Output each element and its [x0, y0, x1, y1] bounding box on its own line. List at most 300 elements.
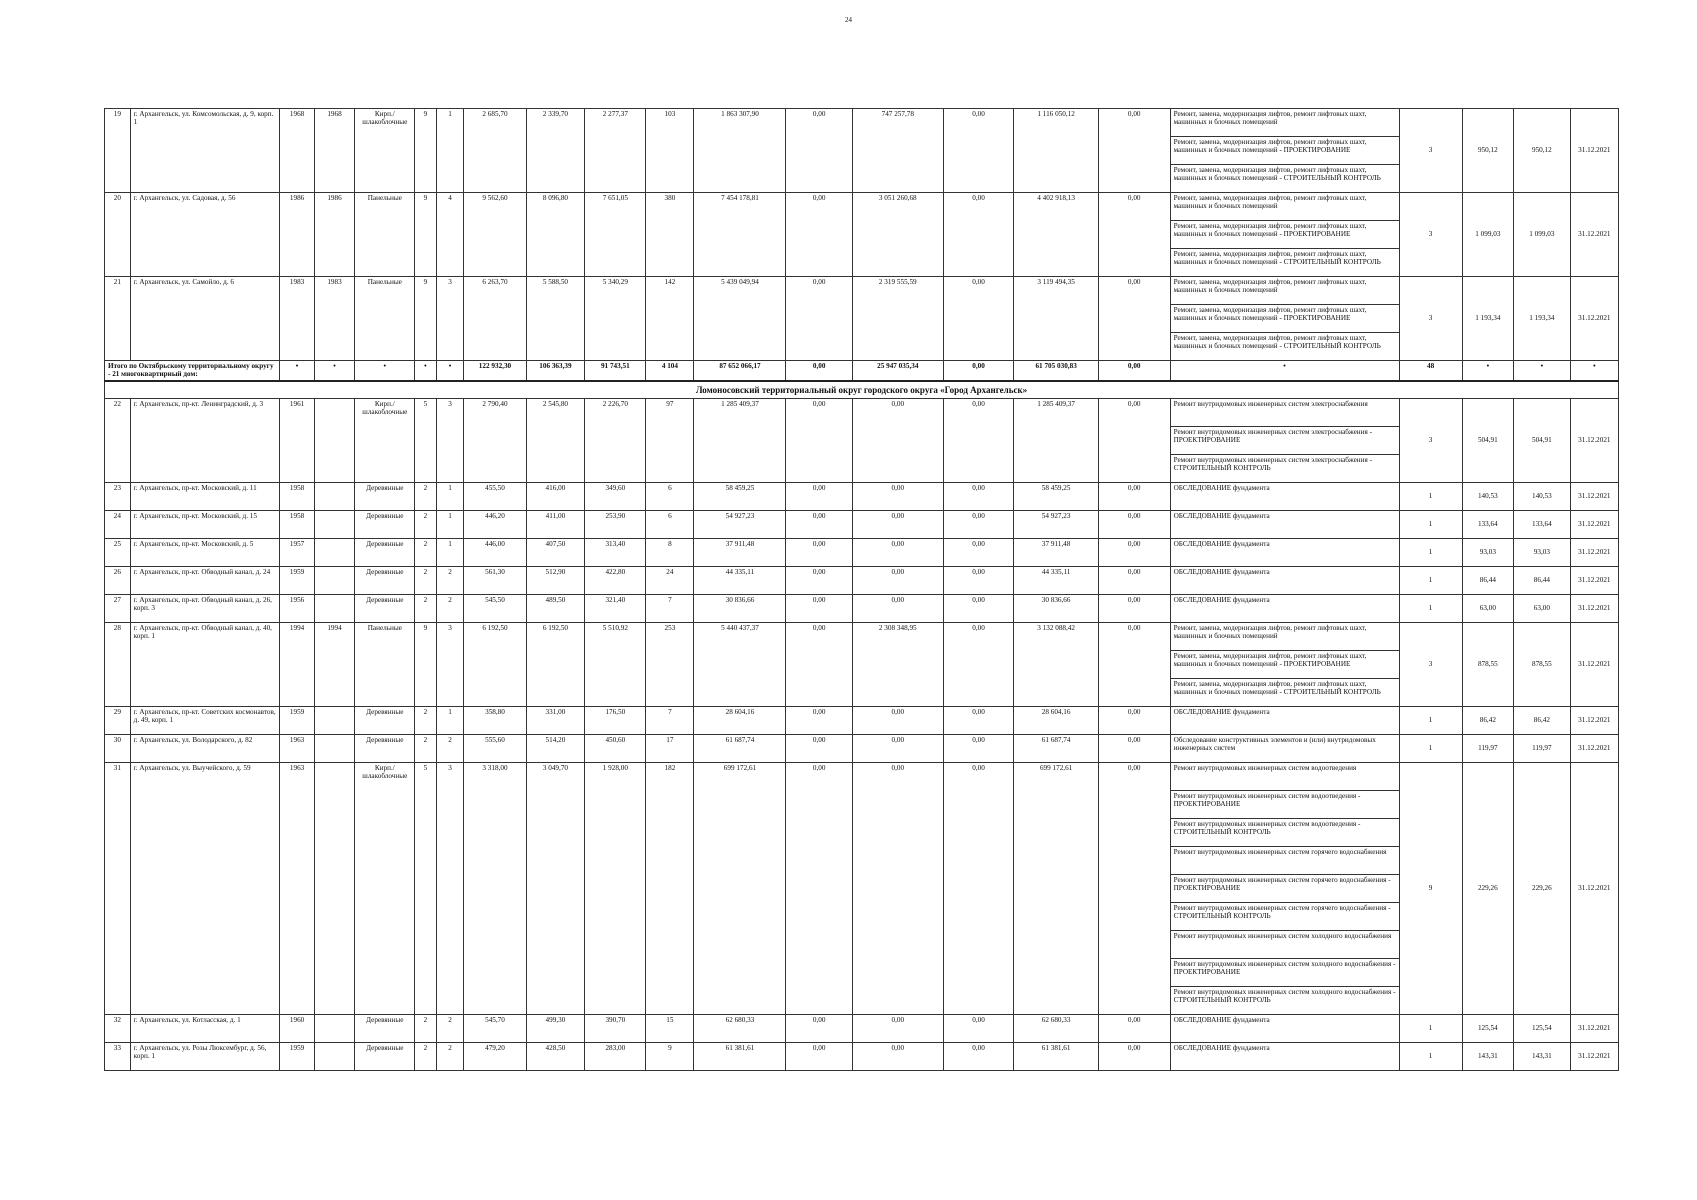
table-row [105, 538, 1619, 566]
year-commissioned: 1986 [314, 193, 355, 277]
works-count: 1 [1399, 510, 1462, 538]
deadline: 31.12.2021 [1570, 193, 1618, 277]
work-type: ОБСЛЕДОВАНИЕ фундамента [1170, 706, 1399, 734]
fund-other: 0,00 [1098, 538, 1170, 566]
floors: 2 [415, 510, 436, 538]
section-title: Ломоносовский территориальный округ городского округа «Город Архангельск» [105, 381, 1619, 399]
fund-federal: 0,00 [786, 510, 852, 538]
fund-owners: 28 604,16 [1014, 706, 1099, 734]
floors: 5 [415, 398, 436, 482]
year-commissioned [314, 594, 355, 622]
area-premises: 514,20 [526, 734, 585, 762]
total-row [105, 361, 1619, 381]
total-dot: • [1170, 361, 1399, 381]
area-premises: 2 545,80 [526, 398, 585, 482]
year-commissioned [314, 706, 355, 734]
unit-cost: 1 099,03 [1462, 193, 1513, 277]
residents: 24 [646, 566, 694, 594]
residents: 17 [646, 734, 694, 762]
unit-cost-limit: 1 193,34 [1514, 277, 1571, 361]
fund-federal: 0,00 [786, 734, 852, 762]
unit-cost-limit: 143,31 [1514, 1042, 1571, 1070]
works-count: 1 [1399, 566, 1462, 594]
works-count: 1 [1399, 482, 1462, 510]
year-built: 1958 [280, 510, 314, 538]
work-type: Ремонт, замена, модернизация лифтов, ремонт лифтовых шахт, машинных и блочных помещений [1170, 622, 1399, 650]
wall-material: Деревянные [355, 538, 415, 566]
fund-regional: 0,00 [852, 706, 943, 734]
address: г. Архангельск, ул. Володарского, д. 82 [130, 734, 280, 762]
year-built: 1986 [280, 193, 314, 277]
area-total: 6 263,70 [464, 277, 526, 361]
cost-total: 5 440 437,37 [694, 622, 786, 706]
unit-cost: 140,53 [1462, 482, 1513, 510]
fund-regional: 3 051 260,68 [852, 193, 943, 277]
residents: 9 [646, 1042, 694, 1070]
wall-material: Деревянные [355, 594, 415, 622]
fund-owners: 61 381,61 [1014, 1042, 1099, 1070]
unit-cost: 63,00 [1462, 594, 1513, 622]
floors: 2 [415, 482, 436, 510]
cost-total: 699 172,61 [694, 762, 786, 1014]
works-count: 3 [1399, 109, 1462, 193]
works-count: 1 [1399, 1014, 1462, 1042]
entrances: 1 [436, 510, 464, 538]
total-dot: • [436, 361, 464, 381]
unit-cost-limit: 63,00 [1514, 594, 1571, 622]
work-type: Ремонт, замена, модернизация лифтов, ремонт лифтовых шахт, машинных и блочных помещений - СТРОИТЕЛЬНЫЙ КОНТРОЛЬ [1170, 678, 1399, 706]
address: г. Архангельск, пр-кт. Московский, д. 5 [130, 538, 280, 566]
area-living: 313,40 [585, 538, 646, 566]
fund-other: 0,00 [1098, 762, 1170, 1014]
cost-total: 7 454 178,81 [694, 193, 786, 277]
entrances: 3 [436, 277, 464, 361]
fund-regional: 0,00 [852, 734, 943, 762]
entrances: 3 [436, 398, 464, 482]
row-number: 32 [105, 1014, 131, 1042]
area-living: 2 277,37 [585, 109, 646, 193]
fund-other: 0,00 [1098, 734, 1170, 762]
wall-material: Панельные [355, 277, 415, 361]
works-count: 1 [1399, 538, 1462, 566]
deadline: 31.12.2021 [1570, 510, 1618, 538]
cost-total: 37 911,48 [694, 538, 786, 566]
work-type: ОБСЛЕДОВАНИЕ фундамента [1170, 1042, 1399, 1070]
area-premises: 6 192,50 [526, 622, 585, 706]
fund-regional: 747 257,78 [852, 109, 943, 193]
unit-cost-limit: 878,55 [1514, 622, 1571, 706]
floors: 9 [415, 622, 436, 706]
works-count: 3 [1399, 398, 1462, 482]
fund-federal: 0,00 [786, 109, 852, 193]
table-row [105, 622, 1619, 650]
work-type: ОБСЛЕДОВАНИЕ фундамента [1170, 482, 1399, 510]
floors: 2 [415, 734, 436, 762]
table-row [105, 762, 1619, 790]
fund-other: 0,00 [1098, 277, 1170, 361]
deadline: 31.12.2021 [1570, 538, 1618, 566]
wall-material: Панельные [355, 193, 415, 277]
row-number: 20 [105, 193, 131, 277]
fund-regional: 0,00 [852, 1014, 943, 1042]
work-type: Ремонт внутридомовых инженерных систем горячего водоснабжения - ПРОЕКТИРОВАНИЕ [1170, 874, 1399, 902]
residents: 8 [646, 538, 694, 566]
floors: 9 [415, 277, 436, 361]
unit-cost: 86,44 [1462, 566, 1513, 594]
residents: 380 [646, 193, 694, 277]
address: г. Архангельск, пр-кт. Обводный канал, д. 40, корп. 1 [130, 622, 280, 706]
work-type: Ремонт, замена, модернизация лифтов, ремонт лифтовых шахт, машинных и блочных помещений - СТРОИТЕЛЬНЫЙ КОНТРОЛЬ [1170, 249, 1399, 277]
year-built: 1959 [280, 566, 314, 594]
work-type: Обследование конструктивных элементов и (или) внутридомовых инженерных систем [1170, 734, 1399, 762]
area-total: 446,00 [464, 538, 526, 566]
address: г. Архангельск, пр-кт. Московский, д. 15 [130, 510, 280, 538]
row-number: 24 [105, 510, 131, 538]
work-type: ОБСЛЕДОВАНИЕ фундамента [1170, 566, 1399, 594]
area-premises: 331,00 [526, 706, 585, 734]
address: г. Архангельск, пр-кт. Обводный канал, д. 24 [130, 566, 280, 594]
table-row [105, 706, 1619, 734]
unit-cost: 143,31 [1462, 1042, 1513, 1070]
floors: 9 [415, 193, 436, 277]
year-commissioned [314, 1014, 355, 1042]
fund-regional: 0,00 [852, 594, 943, 622]
row-number: 25 [105, 538, 131, 566]
fund-federal: 0,00 [786, 538, 852, 566]
table-row [105, 277, 1619, 305]
total-dot: • [1570, 361, 1618, 381]
fund-regional: 2 319 555,59 [852, 277, 943, 361]
area-premises: 489,50 [526, 594, 585, 622]
work-type: Ремонт внутридомовых инженерных систем холодного водоснабжения [1170, 930, 1399, 958]
total-dot: • [1462, 361, 1513, 381]
entrances: 1 [436, 482, 464, 510]
fund-other: 0,00 [1098, 1014, 1170, 1042]
row-number: 29 [105, 706, 131, 734]
unit-cost-limit: 229,26 [1514, 762, 1571, 1014]
area-total: 358,80 [464, 706, 526, 734]
unit-cost: 93,03 [1462, 538, 1513, 566]
row-number: 28 [105, 622, 131, 706]
fund-regional: 0,00 [852, 566, 943, 594]
work-type: Ремонт внутридомовых инженерных систем электроснабжения - ПРОЕКТИРОВАНИЕ [1170, 426, 1399, 454]
residents: 7 [646, 594, 694, 622]
table-row [105, 398, 1619, 426]
fund-local: 0,00 [943, 398, 1014, 482]
wall-material: Деревянные [355, 482, 415, 510]
area-living: 450,60 [585, 734, 646, 762]
deadline: 31.12.2021 [1570, 706, 1618, 734]
area-living: 253,90 [585, 510, 646, 538]
floors: 9 [415, 109, 436, 193]
year-built: 1963 [280, 762, 314, 1014]
work-type: Ремонт внутридомовых инженерных систем водоотведения - СТРОИТЕЛЬНЫЙ КОНТРОЛЬ [1170, 818, 1399, 846]
fund-owners: 58 459,25 [1014, 482, 1099, 510]
area-premises: 407,50 [526, 538, 585, 566]
area-total: 545,50 [464, 594, 526, 622]
fund-owners: 30 836,66 [1014, 594, 1099, 622]
cost-total: 30 836,66 [694, 594, 786, 622]
address: г. Архангельск, ул. Садовая, д. 56 [130, 193, 280, 277]
cost-total: 61 687,74 [694, 734, 786, 762]
fund-local: 0,00 [943, 1042, 1014, 1070]
fund-other: 0,00 [1098, 566, 1170, 594]
unit-cost: 950,12 [1462, 109, 1513, 193]
wall-material: Кирп./ шлакоблочные [355, 762, 415, 1014]
deadline: 31.12.2021 [1570, 594, 1618, 622]
fund-owners: 3 119 494,35 [1014, 277, 1099, 361]
works-count: 3 [1399, 622, 1462, 706]
fund-local: 0,00 [943, 193, 1014, 277]
wall-material: Кирп./ шлакоблочные [355, 109, 415, 193]
work-type: Ремонт, замена, модернизация лифтов, ремонт лифтовых шахт, машинных и блочных помещений - ПРОЕКТИРОВАНИЕ [1170, 137, 1399, 165]
fund-local: 0,00 [943, 482, 1014, 510]
floors: 5 [415, 762, 436, 1014]
wall-material: Кирп./ шлакоблочные [355, 398, 415, 482]
area-living: 1 928,00 [585, 762, 646, 1014]
works-count: 3 [1399, 277, 1462, 361]
fund-federal: 0,00 [786, 398, 852, 482]
work-type: Ремонт, замена, модернизация лифтов, ремонт лифтовых шахт, машинных и блочных помещений - ПРОЕКТИРОВАНИЕ [1170, 650, 1399, 678]
floors: 2 [415, 594, 436, 622]
area-total: 9 562,60 [464, 193, 526, 277]
fund-other: 0,00 [1098, 193, 1170, 277]
year-built: 1956 [280, 594, 314, 622]
fund-other: 0,00 [1098, 109, 1170, 193]
table-row [105, 193, 1619, 221]
fund-other: 0,00 [1098, 510, 1170, 538]
unit-cost: 133,64 [1462, 510, 1513, 538]
area-living: 5 340,29 [585, 277, 646, 361]
year-commissioned [314, 510, 355, 538]
work-type: Ремонт, замена, модернизация лифтов, ремонт лифтовых шахт, машинных и блочных помещений [1170, 109, 1399, 137]
work-type: ОБСЛЕДОВАНИЕ фундамента [1170, 538, 1399, 566]
year-commissioned [314, 566, 355, 594]
deadline: 31.12.2021 [1570, 734, 1618, 762]
residents: 182 [646, 762, 694, 1014]
total-dot: • [314, 361, 355, 381]
unit-cost: 878,55 [1462, 622, 1513, 706]
address: г. Архангельск, ул. Самойло, д. 6 [130, 277, 280, 361]
area-living: 7 651,05 [585, 193, 646, 277]
table-row [105, 109, 1619, 137]
table-row [105, 1014, 1619, 1042]
row-number: 27 [105, 594, 131, 622]
total-area-total: 122 932,30 [464, 361, 526, 381]
fund-federal: 0,00 [786, 762, 852, 1014]
year-built: 1958 [280, 482, 314, 510]
cost-total: 44 335,11 [694, 566, 786, 594]
cost-total: 5 439 049,94 [694, 277, 786, 361]
deadline: 31.12.2021 [1570, 482, 1618, 510]
area-premises: 428,50 [526, 1042, 585, 1070]
capital-repair-register-table [104, 108, 1619, 1071]
area-total: 479,20 [464, 1042, 526, 1070]
fund-federal: 0,00 [786, 1042, 852, 1070]
fund-local: 0,00 [943, 594, 1014, 622]
wall-material: Панельные [355, 622, 415, 706]
address: г. Архангельск, ул. Выучейского, д. 59 [130, 762, 280, 1014]
residents: 253 [646, 622, 694, 706]
fund-other: 0,00 [1098, 594, 1170, 622]
entrances: 4 [436, 193, 464, 277]
entrances: 1 [436, 109, 464, 193]
fund-local: 0,00 [943, 277, 1014, 361]
area-total: 6 192,50 [464, 622, 526, 706]
total-cost: 87 652 066,17 [694, 361, 786, 381]
total-fund-owners: 61 705 030,83 [1014, 361, 1099, 381]
fund-regional: 0,00 [852, 398, 943, 482]
area-living: 422,80 [585, 566, 646, 594]
residents: 7 [646, 706, 694, 734]
area-total: 3 318,00 [464, 762, 526, 1014]
area-total: 561,30 [464, 566, 526, 594]
fund-local: 0,00 [943, 109, 1014, 193]
year-built: 1959 [280, 1042, 314, 1070]
year-commissioned [314, 734, 355, 762]
fund-federal: 0,00 [786, 193, 852, 277]
row-number: 26 [105, 566, 131, 594]
residents: 103 [646, 109, 694, 193]
deadline: 31.12.2021 [1570, 109, 1618, 193]
year-built: 1960 [280, 1014, 314, 1042]
area-premises: 411,00 [526, 510, 585, 538]
address: г. Архангельск, пр-кт. Обводный канал, д. 26, корп. 3 [130, 594, 280, 622]
fund-local: 0,00 [943, 1014, 1014, 1042]
unit-cost: 1 193,34 [1462, 277, 1513, 361]
entrances: 1 [436, 706, 464, 734]
area-living: 349,60 [585, 482, 646, 510]
unit-cost-limit: 1 099,03 [1514, 193, 1571, 277]
deadline: 31.12.2021 [1570, 566, 1618, 594]
total-area-premises: 106 363,39 [526, 361, 585, 381]
wall-material: Деревянные [355, 510, 415, 538]
year-built: 1957 [280, 538, 314, 566]
unit-cost: 229,26 [1462, 762, 1513, 1014]
entrances: 2 [436, 1014, 464, 1042]
cost-total: 1 863 307,90 [694, 109, 786, 193]
area-premises: 512,90 [526, 566, 585, 594]
fund-owners: 3 132 088,42 [1014, 622, 1099, 706]
fund-local: 0,00 [943, 734, 1014, 762]
unit-cost-limit: 93,03 [1514, 538, 1571, 566]
works-count: 3 [1399, 193, 1462, 277]
work-type: Ремонт внутридомовых инженерных систем горячего водоснабжения [1170, 846, 1399, 874]
work-type: Ремонт внутридомовых инженерных систем холодного водоснабжения - СТРОИТЕЛЬНЫЙ КОНТРОЛЬ [1170, 986, 1399, 1014]
area-total: 555,60 [464, 734, 526, 762]
area-premises: 499,30 [526, 1014, 585, 1042]
entrances: 2 [436, 1042, 464, 1070]
fund-local: 0,00 [943, 762, 1014, 1014]
work-type: Ремонт внутридомовых инженерных систем водоотведения [1170, 762, 1399, 790]
cost-total: 1 285 409,37 [694, 398, 786, 482]
wall-material: Деревянные [355, 1042, 415, 1070]
area-living: 2 226,70 [585, 398, 646, 482]
cost-total: 62 680,33 [694, 1014, 786, 1042]
fund-other: 0,00 [1098, 482, 1170, 510]
works-count: 9 [1399, 762, 1462, 1014]
year-commissioned [314, 1042, 355, 1070]
year-commissioned [314, 538, 355, 566]
unit-cost-limit: 504,91 [1514, 398, 1571, 482]
entrances: 3 [436, 762, 464, 1014]
entrances: 1 [436, 538, 464, 566]
work-type: Ремонт внутридомовых инженерных систем водоотведения - ПРОЕКТИРОВАНИЕ [1170, 790, 1399, 818]
total-fund-federal: 0,00 [786, 361, 852, 381]
total-fund-regional: 25 947 035,34 [852, 361, 943, 381]
deadline: 31.12.2021 [1570, 1014, 1618, 1042]
floors: 2 [415, 538, 436, 566]
deadline: 31.12.2021 [1570, 398, 1618, 482]
fund-owners: 699 172,61 [1014, 762, 1099, 1014]
area-living: 176,50 [585, 706, 646, 734]
wall-material: Деревянные [355, 734, 415, 762]
area-premises: 5 588,50 [526, 277, 585, 361]
table-row [105, 566, 1619, 594]
total-dot: • [355, 361, 415, 381]
floors: 2 [415, 566, 436, 594]
works-count: 1 [1399, 1042, 1462, 1070]
area-living: 5 510,92 [585, 622, 646, 706]
area-total: 545,70 [464, 1014, 526, 1042]
table-row [105, 734, 1619, 762]
address: г. Архангельск, ул. Котласская, д. 1 [130, 1014, 280, 1042]
table-row [105, 482, 1619, 510]
deadline: 31.12.2021 [1570, 1042, 1618, 1070]
address: г. Архангельск, ул. Розы Люксембург, д. 56, корп. 1 [130, 1042, 280, 1070]
row-number: 19 [105, 109, 131, 193]
fund-regional: 0,00 [852, 538, 943, 566]
fund-owners: 44 335,11 [1014, 566, 1099, 594]
works-count: 1 [1399, 734, 1462, 762]
work-type: Ремонт внутридомовых инженерных систем горячего водоснабжения - СТРОИТЕЛЬНЫЙ КОНТРОЛЬ [1170, 902, 1399, 930]
address: г. Архангельск, пр-кт. Московский, д. 11 [130, 482, 280, 510]
total-dot: • [280, 361, 314, 381]
fund-federal: 0,00 [786, 594, 852, 622]
year-commissioned [314, 762, 355, 1014]
floors: 2 [415, 1042, 436, 1070]
fund-local: 0,00 [943, 538, 1014, 566]
year-built: 1994 [280, 622, 314, 706]
fund-regional: 0,00 [852, 482, 943, 510]
page-number: 24 [845, 16, 852, 24]
work-type: ОБСЛЕДОВАНИЕ фундамента [1170, 1014, 1399, 1042]
fund-owners: 62 680,33 [1014, 1014, 1099, 1042]
total-works-count: 48 [1399, 361, 1462, 381]
address: г. Архангельск, пр-кт. Ленинградский, д. 3 [130, 398, 280, 482]
unit-cost-limit: 140,53 [1514, 482, 1571, 510]
residents: 15 [646, 1014, 694, 1042]
year-built: 1983 [280, 277, 314, 361]
fund-regional: 2 308 348,95 [852, 622, 943, 706]
area-total: 2 685,70 [464, 109, 526, 193]
total-label: Итого по Октябрьскому территориальному округу - 21 многоквартирный дом: [105, 361, 280, 381]
residents: 6 [646, 482, 694, 510]
unit-cost: 125,54 [1462, 1014, 1513, 1042]
fund-owners: 4 402 918,13 [1014, 193, 1099, 277]
row-number: 23 [105, 482, 131, 510]
entrances: 2 [436, 734, 464, 762]
fund-regional: 0,00 [852, 762, 943, 1014]
unit-cost: 119,97 [1462, 734, 1513, 762]
section-header-row [105, 381, 1619, 399]
fund-regional: 0,00 [852, 510, 943, 538]
unit-cost-limit: 119,97 [1514, 734, 1571, 762]
entrances: 3 [436, 622, 464, 706]
year-commissioned: 1983 [314, 277, 355, 361]
total-residents: 4 104 [646, 361, 694, 381]
area-total: 455,50 [464, 482, 526, 510]
